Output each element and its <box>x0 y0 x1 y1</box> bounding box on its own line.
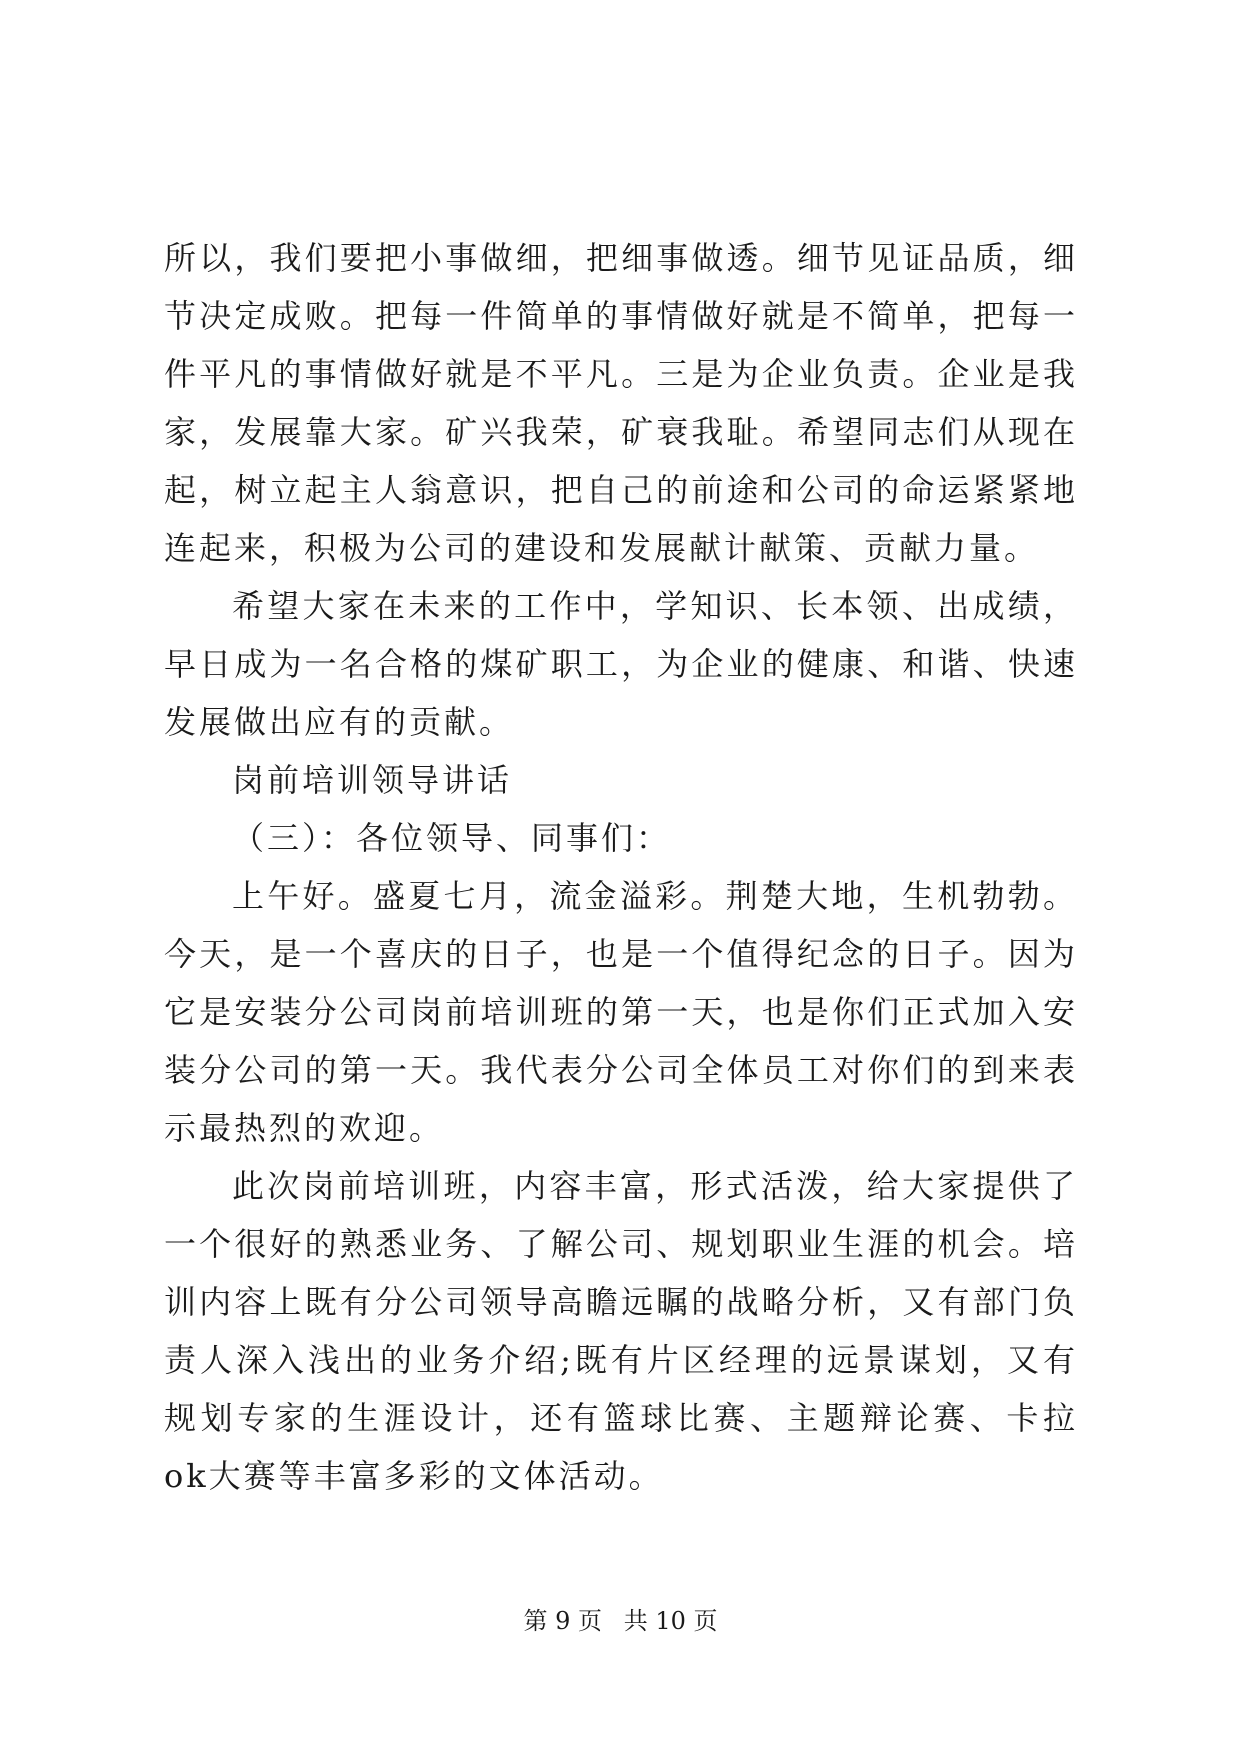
paragraph-1: 所以，我们要把小事做细，把细事做透。细节见证品质，细节决定成败。把每一件简单的事情做好就是不简单，把每一件平凡的事情做好就是不平凡。三是为企业负责。企业是我家，发展靠大家。矿兴我荣，矿衰我耻。希望同志们从现在起，树立起主人翁意识，把自己的前途和公司的命运紧紧地连起来，积极为公司的建设和发展献计献策、贡献力量。 <box>164 239 1078 567</box>
salutation: （三）：各位领导、同事们： <box>232 819 672 857</box>
paragraph-4: 此次岗前培训班，内容丰富，形式活泼，给大家提供了一个很好的熟悉业务、了解公司、规划职业生涯的机会。培训内容上既有分公司领导高瞻远瞩的战略分析，又有部门负责人深入浅出的业务介绍;既有片区经理的远景谋划，又有规划专家的生涯设计，还有篮球比赛、主题辩论赛、卡拉ok大赛等丰富多彩的文体活动。 <box>164 1167 1078 1495</box>
page-number: 第 9 页 <box>523 1607 603 1635</box>
paragraph-2: 希望大家在未来的工作中，学知识、长本领、出成绩，早日成为一名合格的煤矿职工，为企业的健康、和谐、快速发展做出应有的贡献。 <box>164 587 1078 741</box>
paragraph-3: 上午好。盛夏七月，流金溢彩。荆楚大地，生机勃勃。今天，是一个喜庆的日子，也是一个值得纪念的日子。因为它是安装分公司岗前培训班的第一天，也是你们正式加入安装分公司的第一天。我代表分公司全体员工对你们的到来表示最热烈的欢迎。 <box>164 877 1078 1147</box>
page-footer <box>0 1606 1241 1636</box>
page-total: 共 10 页 <box>623 1607 718 1635</box>
speech-title: 岗前培训领导讲话 <box>232 761 513 799</box>
document-body <box>164 229 1078 1505</box>
